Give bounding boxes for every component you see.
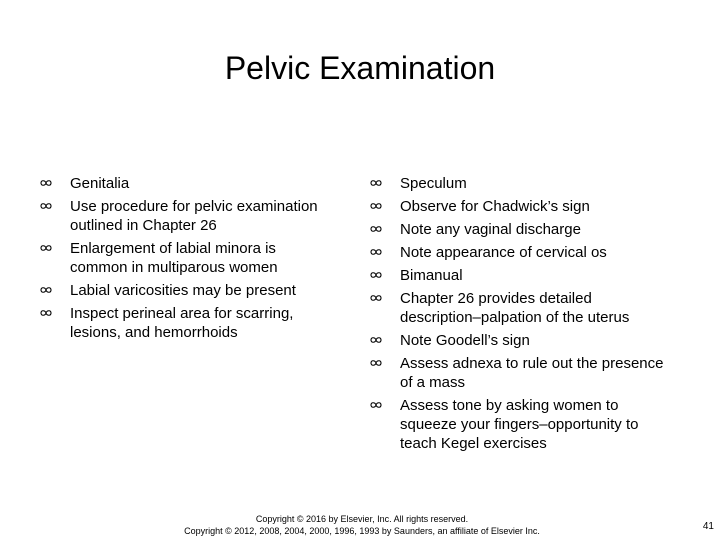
loop-bullet-icon bbox=[370, 399, 382, 411]
bullet-text: Use procedure for pelvic examination outlined in Chapter 26 bbox=[70, 198, 318, 234]
list-item bbox=[40, 239, 330, 277]
list-item bbox=[370, 220, 670, 239]
list-item bbox=[40, 197, 330, 235]
list-item bbox=[370, 354, 670, 392]
bullet-text: Labial varicosities may be present bbox=[70, 282, 296, 299]
loop-bullet-icon bbox=[40, 177, 52, 189]
list-item bbox=[370, 289, 670, 327]
loop-bullet-icon bbox=[370, 200, 382, 212]
left-bullet-list bbox=[40, 174, 330, 346]
list-item bbox=[370, 243, 670, 262]
loop-bullet-icon bbox=[370, 357, 382, 369]
loop-bullet-icon bbox=[370, 269, 382, 281]
loop-bullet-icon bbox=[370, 223, 382, 235]
bullet-text: Note Goodell’s sign bbox=[400, 332, 530, 349]
page-number: 41 bbox=[702, 521, 714, 532]
right-bullet-list bbox=[370, 174, 670, 457]
list-item bbox=[40, 174, 330, 193]
bullet-text: Inspect perineal area for scarring, lesions, and hemorrhoids bbox=[70, 305, 294, 341]
slide-title: Pelvic Examination bbox=[224, 50, 496, 86]
bullet-text: Speculum bbox=[400, 175, 467, 192]
bullet-text: Note appearance of cervical os bbox=[400, 244, 607, 261]
copyright-line-2: Copyright © 2012, 2008, 2004, 2000, 1996, 1993 by Saunders, an affiliate of Elsevier Inc. bbox=[184, 526, 540, 536]
list-item bbox=[370, 266, 670, 285]
loop-bullet-icon bbox=[40, 200, 52, 212]
copyright-line-1: Copyright © 2016 by Elsevier, Inc. All rights reserved. bbox=[255, 514, 469, 524]
loop-bullet-icon bbox=[370, 292, 382, 304]
list-item bbox=[370, 331, 670, 350]
loop-bullet-icon bbox=[40, 284, 52, 296]
loop-bullet-icon bbox=[370, 246, 382, 258]
bullet-text: Assess adnexa to rule out the presence of a mass bbox=[400, 355, 664, 391]
bullet-text: Note any vaginal discharge bbox=[400, 221, 581, 238]
bullet-text: Enlargement of labial minora is common in multiparous women bbox=[70, 240, 278, 276]
list-item bbox=[40, 304, 330, 342]
bullet-text: Chapter 26 provides detailed description–palpation of the uterus bbox=[400, 290, 630, 326]
bullet-text: Assess tone by asking women to squeeze your fingers–opportunity to teach Kegel exercises bbox=[400, 397, 639, 452]
loop-bullet-icon bbox=[370, 177, 382, 189]
loop-bullet-icon bbox=[40, 307, 52, 319]
list-item bbox=[370, 396, 670, 453]
list-item bbox=[370, 174, 670, 193]
loop-bullet-icon bbox=[370, 334, 382, 346]
loop-bullet-icon bbox=[40, 242, 52, 254]
list-item bbox=[40, 281, 330, 300]
bullet-text: Observe for Chadwick’s sign bbox=[400, 198, 590, 215]
list-item bbox=[370, 197, 670, 216]
copyright-footer bbox=[140, 513, 584, 537]
bullet-text: Genitalia bbox=[70, 175, 130, 192]
bullet-text: Bimanual bbox=[400, 267, 463, 284]
